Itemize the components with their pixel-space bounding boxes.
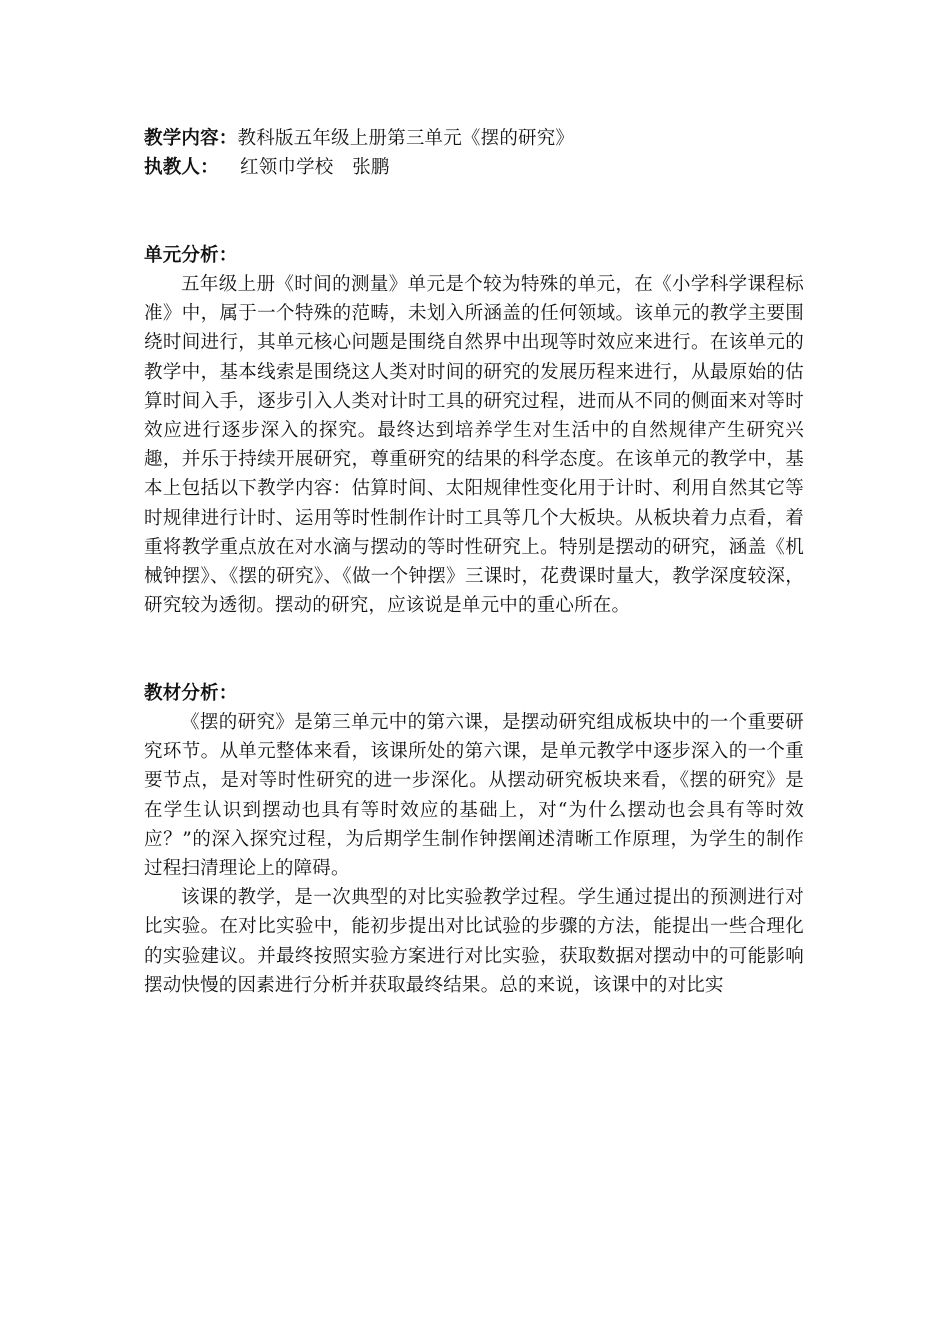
teacher-value: 红领巾学校 张鹏 bbox=[240, 157, 390, 179]
section-spacer bbox=[144, 620, 804, 649]
section-spacer bbox=[144, 182, 804, 240]
material-analysis-paragraph-2: 该课的教学，是一次典型的对比实验教学过程。学生通过提出的预测进行对比实验。在对比实验中，能初步提出对比试验的步骤的方法，能提出一些合理化的实验建议。并最终按照实验方案进行对比实验，获取数据对摆动中的可能影响摆动快慢的因素进行分析并获取最终结果。总的来说，该课中的对比实 bbox=[144, 887, 804, 996]
section-spacer bbox=[144, 650, 804, 679]
content-label: 教学内容： bbox=[144, 128, 238, 149]
unit-analysis-heading: 单元分析： bbox=[144, 244, 238, 266]
teacher-label: 执教人： bbox=[144, 157, 219, 179]
content-line bbox=[144, 124, 804, 153]
material-analysis-heading: 教材分析： bbox=[144, 682, 238, 704]
material-analysis-paragraph-1: 《摆的研究》是第三单元中的第六课，是摆动研究组成板块中的一个重要研究环节。从单元整体来看，该课所处的第六课，是单元教学中逐步深入的一个重要节点，是对等时性研究的进一步深化。从摆动研究板块来看，《摆的研究》是在学生认识到摆动也具有等时效应的基础上，对“为什么摆动也会具有等时效应？”的深入探究过程，为后期学生制作钟摆阐述清晰工作原理，为学生的制作过程扫清理论上的障碍。 bbox=[144, 711, 804, 879]
teacher-line bbox=[144, 153, 804, 182]
content-value: 教科版五年级上册第三单元《摆的研究》 bbox=[237, 128, 575, 149]
unit-analysis-paragraph: 五年级上册《时间的测量》单元是个较为特殊的单元，在《小学科学课程标准》中，属于一个特殊的范畴，未划入所涵盖的任何领域。该单元的教学主要围绕时间进行，其单元核心问题是围绕自然界中出现等时效应来进行。在该单元的教学中，基本线索是围绕这人类对时间的研究的发展历程来进行，从最原始的估算时间入手，逐步引入人类对计时工具的研究过程，进而从不同的侧面来对等时效应进行逐步深入的探究。最终达到培养学生对生活中的自然规律产生研究兴趣，并乐于持续开展研究，尊重研究的结果的科学态度。在该单元的教学中，基本上包括以下教学内容：估算时间、太阳规律性变化用于计时、利用自然其它等时规律进行计时、运用等时性制作计时工具等几个大板块。从板块着力点看，着重将教学重点放在对水滴与摆动的等时性研究上。特别是摆动的研究，涵盖《机械钟摆》、《摆的研究》、《做一个钟摆》三课时，花费课时量大，教学深度较深，研究较为透彻。摆动的研究，应该说是单元中的重心所在。 bbox=[144, 273, 804, 617]
document-body bbox=[144, 124, 804, 1000]
